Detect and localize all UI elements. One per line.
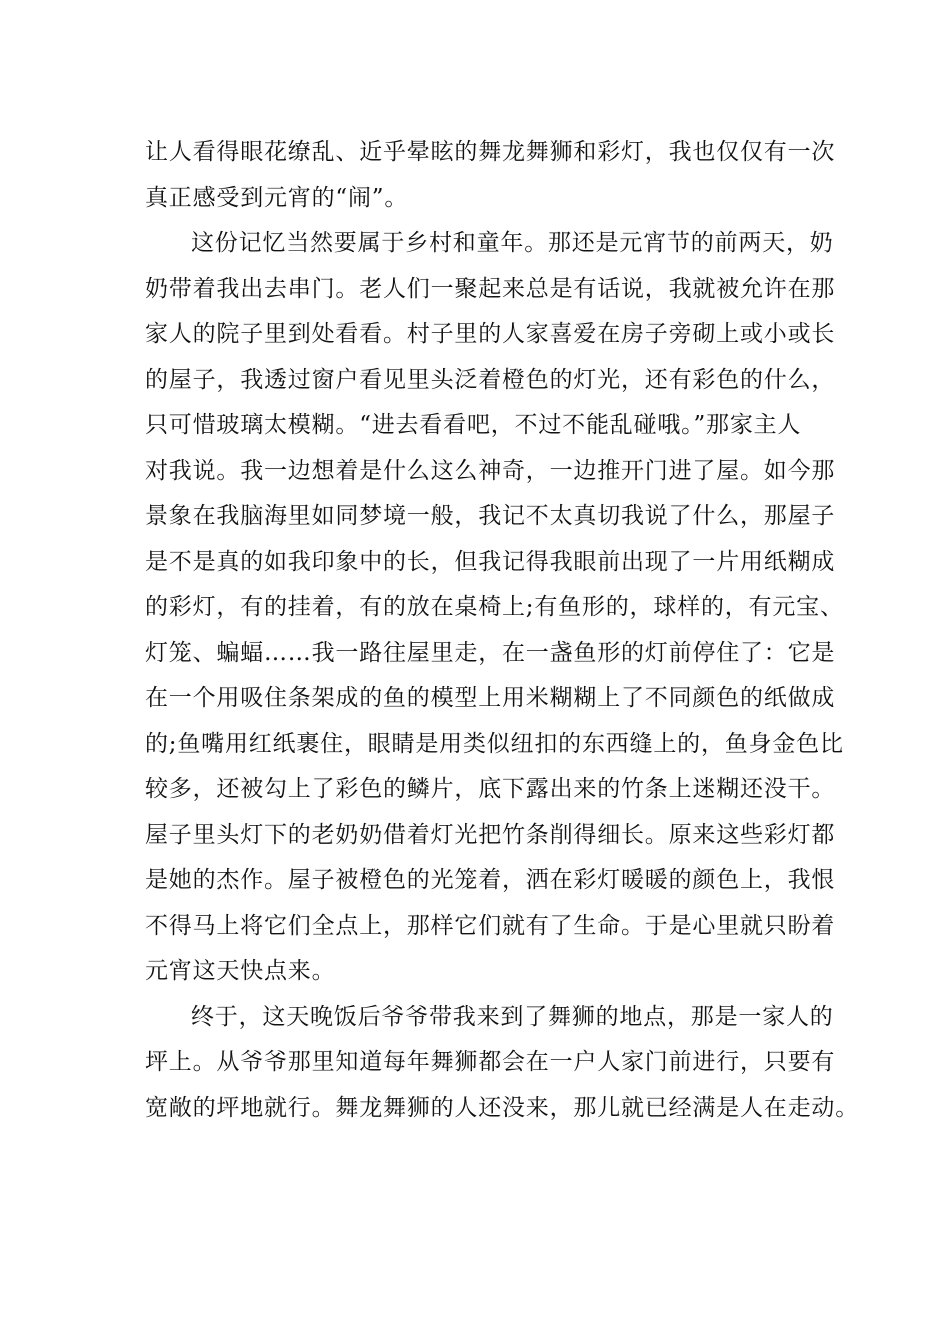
text-line: 是不是真的如我印象中的长，但我记得我眼前出现了一片用纸糊成 — [145, 548, 836, 575]
text-line: 在一个用吸住条架成的鱼的模型上用米糊糊上了不同颜色的纸做成 — [145, 685, 836, 711]
text-line: 奶带着我出去串门。老人们一聚起来总是有话说，我就被允许在那 — [145, 275, 836, 302]
text-line: 对我说。我一边想着是什么这么神奇，一边推开门进了屋。如今那 — [145, 457, 836, 484]
text-line: 真正感受到元宵的“闹”。 — [145, 184, 409, 211]
text-line: 这份记忆当然要属于乡村和童年。那还是元宵节的前两天，奶 — [191, 230, 834, 256]
text-line: 较多，还被勾上了彩色的鳞片，底下露出来的竹条上迷糊还没干。 — [145, 776, 836, 802]
text-line: 的;鱼嘴用红纸裹住，眼睛是用类似纽扣的东西缝上的，鱼身金色比 — [145, 730, 844, 757]
text-line: 坪上。从爷爷那里知道每年舞狮都会在一户人家门前进行，只要有 — [145, 1049, 836, 1075]
text-line: 终于，这天晚饭后爷爷带我来到了舞狮的地点，那是一家人的 — [191, 1003, 834, 1030]
text-line: 宽敞的坪地就行。舞龙舞狮的人还没来，那儿就已经满是人在走动。 — [145, 1094, 859, 1121]
body-text — [145, 130, 859, 1131]
text-line: 家人的院子里到处看看。村子里的人家喜爱在房子旁砌上或小或长 — [145, 321, 836, 347]
text-line: 的彩灯，有的挂着，有的放在桌椅上;有鱼形的，球样的，有元宝、 — [145, 594, 844, 620]
text-line: 让人看得眼花缭乱、近乎晕眩的舞龙舞狮和彩灯，我也仅仅有一次 — [145, 139, 836, 165]
text-line: 只可惜玻璃太模糊。“进去看看吧，不过不能乱碰哦。”那家主人 — [145, 412, 802, 438]
text-line: 景象在我脑海里如同梦境一般，我记不太真切我说了什么，那屋子 — [145, 503, 836, 529]
text-line: 屋子里头灯下的老奶奶借着灯光把竹条削得细长。原来这些彩灯都 — [145, 821, 836, 848]
text-line: 不得马上将它们全点上，那样它们就有了生命。于是心里就只盼着 — [145, 912, 836, 939]
text-line: 元宵这天快点来。 — [145, 958, 336, 984]
text-line: 灯笼、蝙蝠……我一路往屋里走，在一盏鱼形的灯前停住了：它是 — [145, 639, 836, 666]
text-line: 的屋子，我透过窗户看见里头泛着橙色的灯光，还有彩色的什么， — [145, 366, 836, 393]
text-line: 是她的杰作。屋子被橙色的光笼着，洒在彩灯暖暖的颜色上，我恨 — [145, 867, 836, 893]
